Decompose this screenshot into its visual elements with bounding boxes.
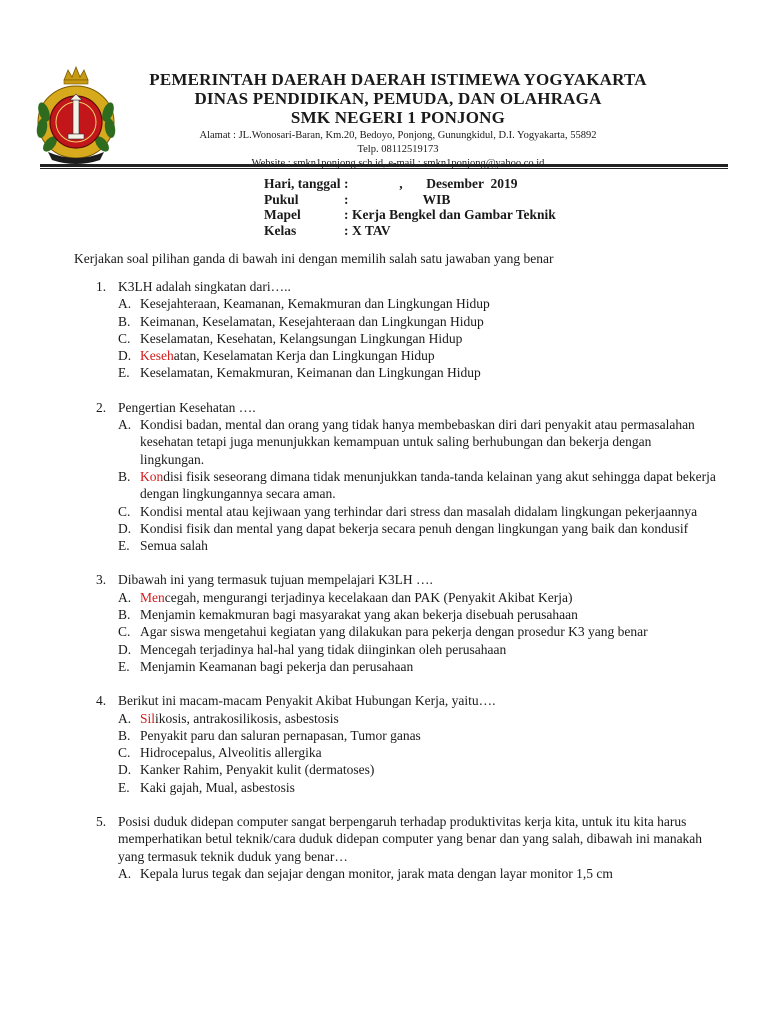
option-rest: Kanker Rahim, Penyakit kulit (dermatoses) — [140, 762, 375, 778]
answer-option — [118, 727, 716, 744]
government-name: PEMERINTAH DAERAH DAERAH ISTIMEWA YOGYAKARTA — [149, 70, 647, 89]
option-letter: A. — [118, 589, 132, 605]
option-highlight: Men — [140, 589, 165, 605]
option-letter: C. — [118, 624, 131, 640]
question-line — [96, 813, 716, 865]
option-rest: cegah, mengurangi terjadinya kecelakaan dan PAK (Penyakit Akibat Kerja) — [164, 589, 573, 605]
option-letter: E. — [118, 365, 130, 381]
option-rest: Menjamin Keamanan bagi pekerja dan perusahaan — [140, 658, 414, 674]
answer-option — [118, 744, 716, 761]
option-rest: Kondisi fisik dan mental yang dapat bekerja secara penuh dengan lingkungan yang baik dan kondusif — [140, 520, 689, 536]
option-letter: B. — [118, 468, 131, 484]
option-letter: A. — [118, 710, 132, 726]
answer-option — [118, 865, 716, 882]
info-key: Pukul — [264, 191, 299, 207]
answer-option — [118, 503, 716, 520]
option-rest: Kepala lurus tegak dan sejajar dengan monitor, jarak mata dengan layar monitor 1,5 cm — [140, 865, 613, 881]
option-rest: Penyakit paru dan saluran pernapasan, Tumor ganas — [140, 727, 421, 743]
answer-option — [118, 537, 716, 554]
question-text: K3LH adalah singkatan dari….. — [118, 279, 291, 294]
option-text — [140, 416, 716, 468]
exam-info-block — [264, 176, 556, 238]
option-text — [140, 468, 716, 503]
answer-options — [118, 589, 716, 675]
question-item — [96, 278, 716, 382]
option-text — [140, 295, 716, 312]
option-text — [140, 313, 716, 330]
option-text — [140, 520, 716, 537]
question-line — [96, 399, 716, 416]
option-rest: Kondisi badan, mental dan orang yang tidak hanya membebaskan diri dari penyakit atau permasalahan kesehatan tetapi juga menunjukkan kemampuan untuk saling berhubungan dan bekerja dengan lingkungan. — [140, 417, 695, 467]
option-letter: D. — [118, 641, 132, 657]
option-text — [140, 537, 716, 554]
option-rest: Kondisi mental atau kejiwaan yang terhindar dari stress dan masalah didalam lingkungan pekerjaannya — [140, 503, 698, 519]
question-text: Pengertian Kesehatan …. — [118, 399, 256, 415]
question-item — [96, 399, 716, 555]
info-row — [264, 223, 556, 239]
option-letter: C. — [118, 745, 131, 761]
question-number: 4. — [96, 693, 107, 709]
option-rest: disi fisik seseorang dimana tidak menunjukkan tanda-tanda kelainan yang akut sehingga dapat bekerja dengan lingkungannya secara aman. — [140, 468, 716, 502]
question-number: 2. — [96, 399, 107, 415]
answer-option — [118, 623, 716, 640]
option-text — [140, 658, 716, 675]
option-text — [140, 779, 716, 796]
option-rest: atan, Keselamatan Kerja dan Lingkungan Hidup — [173, 348, 435, 364]
option-text — [140, 589, 716, 606]
option-rest: Keselamatan, Kemakmuran, Keimanan dan Lingkungan Hidup — [140, 365, 481, 381]
answer-option — [118, 710, 716, 727]
option-letter: E. — [118, 658, 130, 674]
option-rest: ikosis, antrakosilikosis, asbestosis — [155, 710, 339, 726]
question-item — [96, 571, 716, 675]
answer-options — [118, 710, 716, 796]
option-letter: A. — [118, 865, 132, 881]
answer-option — [118, 761, 716, 778]
option-highlight: Keseh — [140, 348, 174, 364]
option-highlight: Sil — [140, 710, 156, 726]
school-name: SMK NEGERI 1 PONJONG — [290, 108, 506, 127]
option-text — [140, 364, 716, 381]
option-letter: B. — [118, 607, 131, 623]
option-letter: A. — [118, 296, 132, 312]
option-letter: C. — [118, 330, 131, 346]
answer-option — [118, 313, 716, 330]
answer-option — [118, 779, 716, 796]
option-rest: Keimanan, Keselamatan, Kesejahteraan dan Lingkungan Hidup — [140, 313, 484, 329]
option-text — [140, 761, 716, 778]
question-line — [96, 278, 716, 295]
info-row — [264, 207, 556, 223]
option-rest: Mencegah terjadinya hal-hal yang tidak diinginkan oleh perusahaan — [140, 641, 507, 657]
info-row — [264, 176, 556, 192]
question-text: Posisi duduk didepan computer sangat berpengaruh terhadap produktivitas kerja kita, untuk itu kita harus memperhatikan betul teknik/cara duduk didepan computer yang benar dan yang salah, dibawah ini manakah yang termasuk teknik duduk yang benar… — [118, 814, 703, 864]
option-letter: E. — [118, 779, 130, 795]
header-divider-thick — [40, 164, 728, 167]
answer-option — [118, 416, 716, 468]
option-letter: D. — [118, 520, 132, 536]
info-separator: : — [344, 191, 349, 207]
info-separator: : — [344, 222, 349, 238]
answer-options — [118, 295, 716, 381]
option-letter: D. — [118, 348, 132, 364]
answer-options — [118, 416, 716, 554]
info-separator: : — [344, 176, 349, 191]
option-letter: A. — [118, 417, 132, 433]
option-letter: C. — [118, 503, 131, 519]
option-text — [140, 330, 716, 347]
answer-option — [118, 295, 716, 312]
question-number: 3. — [96, 572, 107, 588]
answer-option — [118, 347, 716, 364]
option-text — [140, 744, 716, 761]
option-rest: Agar siswa mengetahui kegiatan yang dilakukan para pekerja dengan prosedur K3 yang benar — [140, 624, 648, 640]
answer-option — [118, 606, 716, 623]
yogyakarta-crest-icon — [34, 64, 118, 164]
info-value: X TAV — [352, 222, 391, 238]
question-item — [96, 813, 716, 882]
school-phone: Telp. 08112519173 — [357, 144, 439, 155]
answer-option — [118, 658, 716, 675]
answer-option — [118, 641, 716, 658]
question-text: Dibawah ini yang termasuk tujuan mempelajari K3LH …. — [118, 572, 433, 588]
question-line — [96, 571, 716, 588]
school-address: Alamat : JL.Wonosari-Baran, Km.20, Bedoyo, Ponjong, Gunungkidul, D.I. Yogyakarta, 55892 — [199, 130, 597, 141]
question-number: 1. — [96, 279, 107, 294]
question-item — [96, 692, 716, 796]
agency-name: DINAS PENDIDIKAN, PEMUDA, DAN OLAHRAGA — [194, 89, 602, 108]
option-text — [140, 710, 716, 727]
question-number: 5. — [96, 814, 107, 830]
answer-option — [118, 520, 716, 537]
option-text — [140, 727, 716, 744]
letterhead — [118, 70, 678, 171]
instruction-text: Kerjakan soal pilihan ganda di bawah ini dengan memilih salah satu jawaban yang benar — [74, 251, 554, 266]
option-text — [140, 623, 716, 640]
option-letter: B. — [118, 727, 131, 743]
question-list — [96, 278, 716, 899]
answer-options — [118, 865, 716, 882]
info-separator: : — [344, 207, 349, 222]
answer-option — [118, 364, 716, 381]
option-rest: Keselamatan, Kesehatan, Kelangsungan Lingkungan Hidup — [140, 330, 463, 346]
option-text — [140, 503, 716, 520]
option-rest: Kesejahteraan, Keamanan, Kemakmuran dan Lingkungan Hidup — [140, 296, 490, 312]
option-text — [140, 347, 716, 364]
info-value: WIB — [352, 191, 451, 207]
answer-option — [118, 468, 716, 503]
option-letter: D. — [118, 762, 132, 778]
info-value: Kerja Bengkel dan Gambar Teknik — [352, 207, 556, 222]
option-text — [140, 606, 716, 623]
info-key: Hari, tanggal — [264, 176, 341, 191]
option-rest: Semua salah — [140, 538, 208, 554]
answer-option — [118, 330, 716, 347]
header-divider-thin — [40, 168, 728, 169]
option-text — [140, 865, 716, 882]
option-letter: B. — [118, 313, 131, 329]
question-text: Berikut ini macam-macam Penyakit Akibat Hubungan Kerja, yaitu…. — [118, 693, 496, 709]
info-row — [264, 192, 556, 208]
option-letter: E. — [118, 538, 130, 554]
option-highlight: Kon — [140, 468, 164, 484]
info-key: Mapel — [264, 207, 301, 222]
info-value: , Desember 2019 — [352, 176, 518, 191]
option-rest: Hidrocepalus, Alveolitis allergika — [140, 745, 322, 761]
info-key: Kelas — [264, 222, 297, 238]
question-line — [96, 692, 716, 709]
option-rest: Menjamin kemakmuran bagi masyarakat yang akan bekerja disebuah perusahaan — [140, 607, 578, 623]
answer-option — [118, 589, 716, 606]
option-text — [140, 641, 716, 658]
option-rest: Kaki gajah, Mual, asbestosis — [140, 779, 295, 795]
